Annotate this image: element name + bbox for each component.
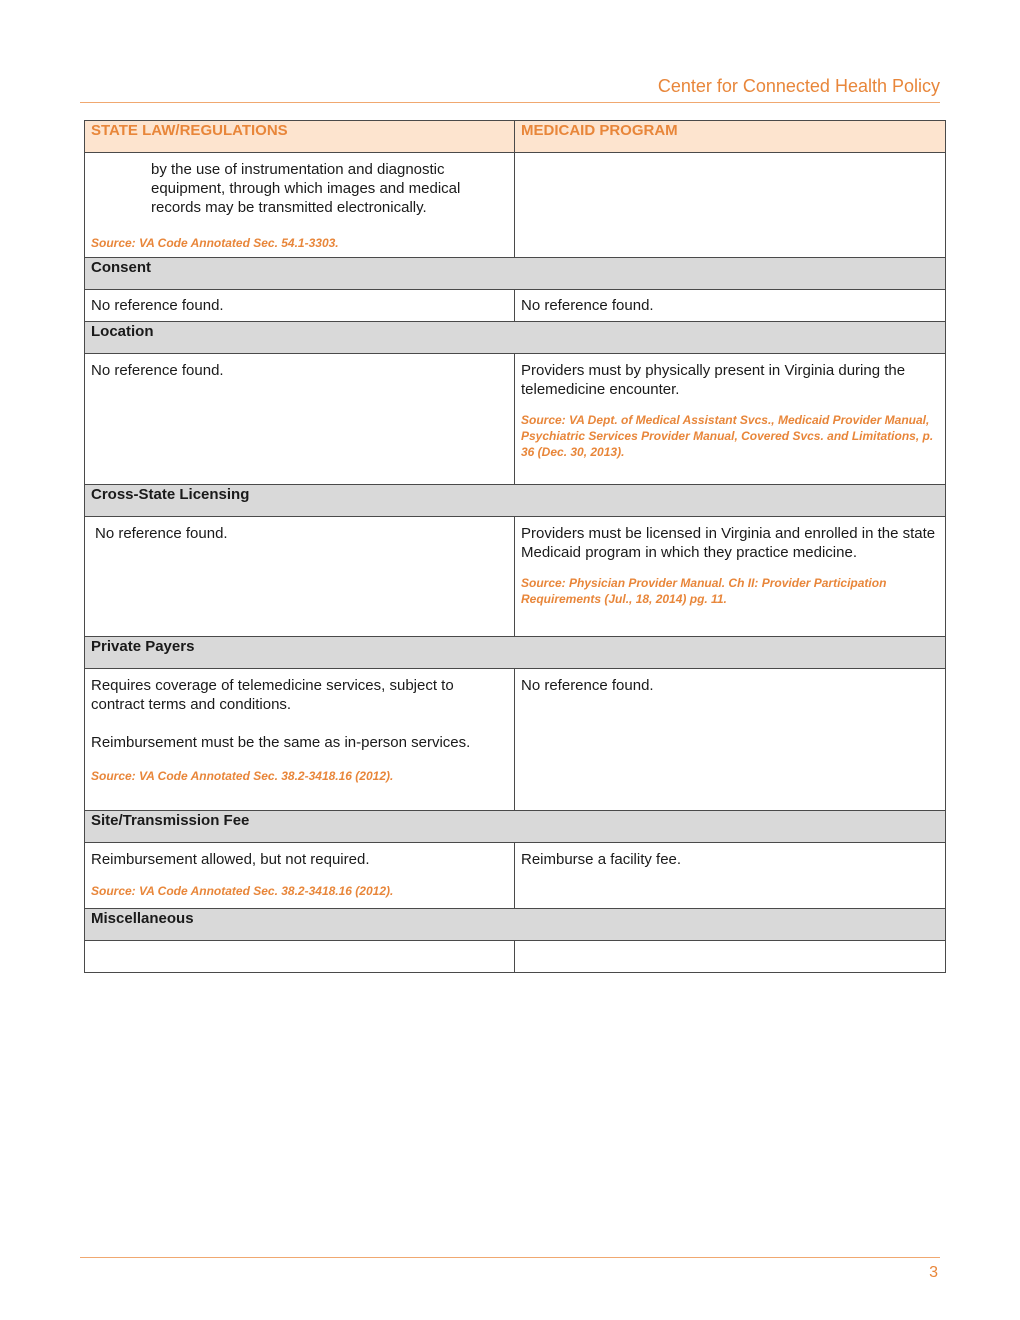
- section-location: [85, 322, 946, 354]
- site-fee-medicaid-text: Reimburse a facility fee.: [521, 851, 682, 868]
- column-header-row: [85, 121, 946, 153]
- private-payers-text-coverage: Requires coverage of telemedicine services, subject to contract terms and conditions.: [91, 677, 454, 713]
- misc-state-cell: [85, 941, 515, 973]
- section-title-site-fee: Site/Transmission Fee: [85, 811, 946, 843]
- section-title-misc: Miscellaneous: [85, 909, 946, 941]
- private-payers-text-reimbursement: Reimbursement must be the same as in-person services.: [91, 734, 471, 751]
- private-payers-medicaid-text: No reference found.: [521, 677, 654, 694]
- table-row-misc: [85, 941, 946, 973]
- column-header-medicaid: MEDICAID PROGRAM: [515, 121, 946, 153]
- continuation-empty-cell: [515, 153, 946, 258]
- section-title-location: Location: [85, 322, 946, 354]
- table-row-site-fee: [85, 843, 946, 909]
- section-title-licensing: Cross-State Licensing: [85, 485, 946, 517]
- site-fee-state-text: Reimbursement allowed, but not required.: [91, 851, 370, 868]
- licensing-medicaid-source: Source: Physician Provider Manual. Ch II: Provider Participation Requirements (Jul., 18, 2014) pg. 11.: [521, 576, 887, 606]
- section-site-fee: [85, 811, 946, 843]
- section-title-consent: Consent: [85, 258, 946, 290]
- table-row-consent: [85, 290, 946, 322]
- misc-medicaid-cell: [515, 941, 946, 973]
- consent-state-cell: No reference found.: [85, 290, 515, 322]
- consent-medicaid-cell: No reference found.: [515, 290, 946, 322]
- continuation-text: by the use of instrumentation and diagnostic equipment, through which images and medical records may be transmitted electronically.: [151, 161, 461, 216]
- table-row-private-payers: [85, 669, 946, 811]
- header-divider: [80, 102, 940, 103]
- section-title-private-payers: Private Payers: [85, 637, 946, 669]
- policy-table: [84, 120, 946, 973]
- section-private-payers: [85, 637, 946, 669]
- table-row-licensing: [85, 517, 946, 637]
- licensing-medicaid-text: Providers must be licensed in Virginia and enrolled in the state Medicaid program in which they practice medicine.: [521, 525, 936, 561]
- section-misc: [85, 909, 946, 941]
- section-licensing: [85, 485, 946, 517]
- site-fee-state-source: Source: VA Code Annotated Sec. 38.2-3418.16 (2012).: [91, 884, 394, 898]
- table-row-continuation: [85, 153, 946, 258]
- location-medicaid-source: Source: VA Dept. of Medical Assistant Svcs., Medicaid Provider Manual, Psychiatric Services Provider Manual, Covered Svcs. and Limitations, p. 36 (Dec. 30, 2013).: [521, 413, 934, 459]
- licensing-state-text: No reference found.: [95, 525, 228, 542]
- page-number: 3: [929, 1264, 938, 1281]
- location-state-text: No reference found.: [91, 362, 224, 379]
- column-header-state-law: STATE LAW/REGULATIONS: [85, 121, 515, 153]
- private-payers-source: Source: VA Code Annotated Sec. 38.2-3418.16 (2012).: [91, 769, 394, 783]
- continuation-source: Source: VA Code Annotated Sec. 54.1-3303.: [91, 236, 339, 250]
- section-consent: [85, 258, 946, 290]
- table-row-location: [85, 354, 946, 485]
- footer-divider: [80, 1257, 940, 1258]
- location-medicaid-text: Providers must by physically present in Virginia during the telemedicine encounter.: [521, 362, 906, 398]
- header-title: Center for Connected Health Policy: [657, 76, 940, 96]
